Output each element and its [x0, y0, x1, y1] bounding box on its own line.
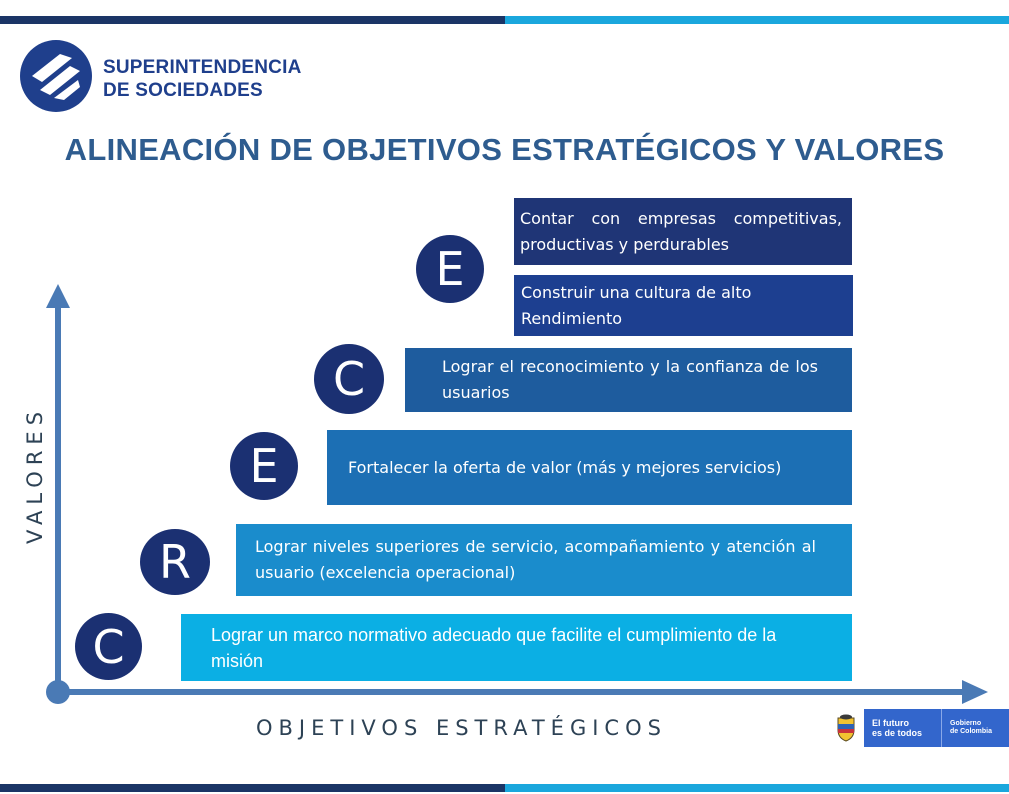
bottom-color-bar: [0, 784, 1009, 792]
objective-text-1: Contar con empresas competitivas, productivas y perdurables: [520, 208, 842, 254]
objective-box-2: [514, 275, 853, 336]
objective-box-1: [514, 198, 852, 265]
objective-box-6: [181, 614, 852, 681]
gov-line-1: El futuro: [872, 718, 909, 728]
logo-line-1: SUPERINTENDENCIA: [103, 57, 302, 78]
value-letter-circle-1: E: [416, 235, 484, 303]
x-axis-label: OBJETIVOS ESTRATÉGICOS: [256, 716, 667, 740]
colombia-coat-of-arms-icon: [828, 709, 864, 747]
y-axis-label: VALORES: [23, 405, 47, 545]
el-futuro-label: [864, 709, 941, 747]
slide-title: ALINEACIÓN DE OBJETIVOS ESTRATÉGICOS Y VALORES: [64, 132, 945, 167]
value-letter-circle-3: E: [230, 432, 298, 500]
value-letter-circle-2: C: [314, 344, 384, 414]
value-letter-circle-5: C: [75, 613, 142, 680]
axis-origin-dot: [46, 680, 70, 704]
objective-text-5: Lograr niveles superiores de servicio, acompañamiento y atención al usuario (excelencia operacional): [255, 537, 816, 582]
bottom-bar-dark-segment: [0, 784, 505, 792]
bottom-bar-light-segment: [505, 784, 1009, 792]
objective-box-4: [327, 430, 852, 505]
objective-text-3: Lograr el reconocimiento y la confianza de los usuarios: [442, 357, 818, 402]
gov-right-line-2: de Colombia: [950, 728, 993, 735]
logo-line-2: DE SOCIEDADES: [103, 80, 263, 101]
y-axis-arrowhead: [46, 284, 70, 308]
value-letter-circle-4: R: [140, 529, 210, 595]
x-axis-arrowhead: [962, 680, 988, 704]
objective-box-5: [236, 524, 852, 596]
gobierno-de-colombia-badge: [828, 709, 1009, 747]
objective-text-6: Lograr un marco normativo adecuado que facilite el cumplimiento de la misión: [211, 624, 777, 671]
objective-box-3: [405, 348, 852, 412]
objective-text-4: Fortalecer la oferta de valor (más y mejores servicios): [348, 457, 782, 477]
objective-text-2: Construir una cultura de alto Rendimiento: [521, 282, 752, 328]
gov-line-2: es de todos: [872, 728, 923, 738]
gobierno-label: [941, 709, 1009, 747]
gov-right-line-1: Gobierno: [950, 720, 982, 727]
